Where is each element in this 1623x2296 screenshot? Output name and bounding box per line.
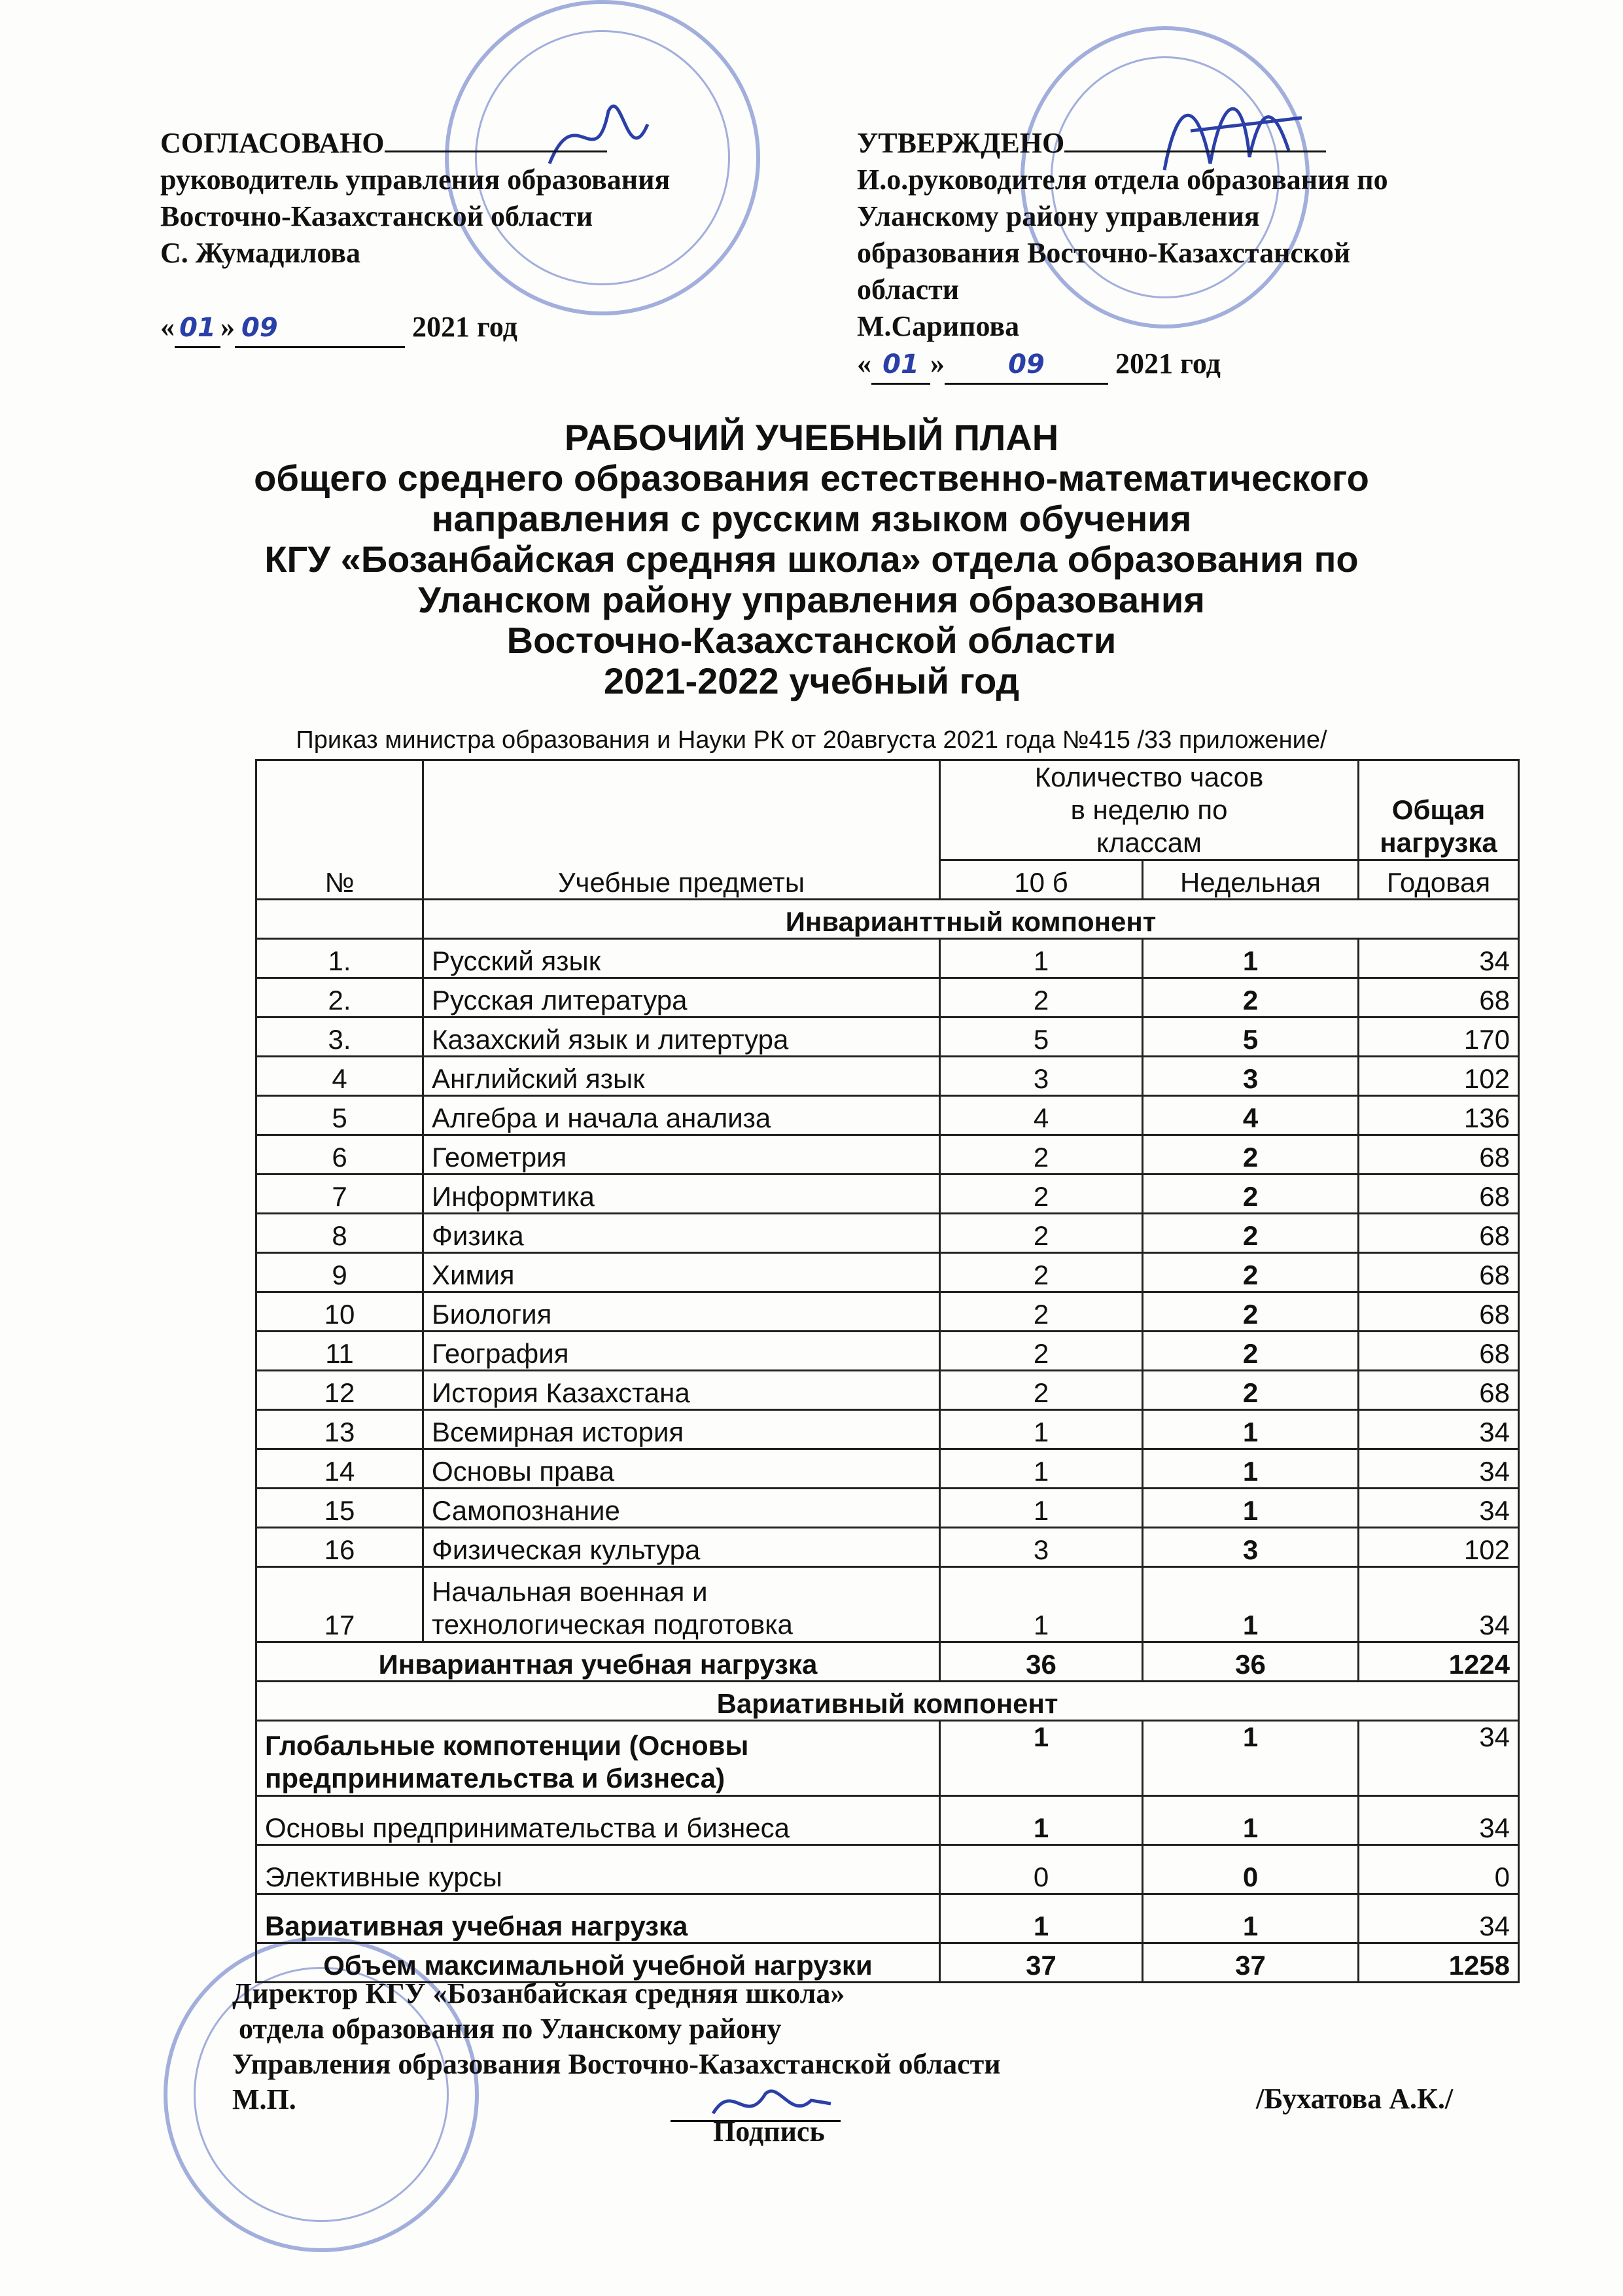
row-number: 7 (256, 1174, 423, 1214)
approval-right-line: М.Сарипова (857, 310, 1020, 342)
header-total: Общая нагрузка (1359, 760, 1519, 860)
table-row (256, 1017, 1519, 1057)
title-line: 2021-2022 учебный год (603, 660, 1020, 701)
header-weekly: Недельная (1143, 860, 1359, 900)
approval-left (160, 124, 782, 272)
title-line: РАБОЧИЙ УЧЕБНЫЙ ПЛАН (564, 417, 1059, 458)
approval-right-line: области (857, 274, 960, 306)
class-hours-cell: 2 (940, 1371, 1143, 1410)
subject-cell: География (423, 1332, 940, 1371)
approval-right-year: 2021 год (1115, 347, 1221, 380)
approval-right-date: « 01 » 09 2021 год (857, 345, 1221, 385)
approval-right-month: 09 (945, 346, 1108, 385)
weekly-hours-cell: 2 (1143, 978, 1359, 1017)
row-number: 14 (256, 1449, 423, 1489)
subject-cell: Казахский язык и литертура (423, 1017, 940, 1057)
table-row (256, 939, 1519, 978)
approval-left-line: Восточно-Казахстанской области (160, 200, 593, 232)
weekly-hours-cell: 1 (1143, 1489, 1359, 1528)
curriculum-table (255, 759, 1520, 1983)
class-hours-cell: 2 (940, 1174, 1143, 1214)
subject-cell: Биология (423, 1292, 940, 1332)
header-class: 10 б (940, 860, 1143, 900)
approval-right-line: образования Восточно-Казахстанской (857, 237, 1351, 269)
subject-cell: История Казахстана (423, 1371, 940, 1410)
yearly-hours-cell: 68 (1359, 978, 1519, 1017)
header-yearly: Годовая (1359, 860, 1519, 900)
row-number: 13 (256, 1410, 423, 1449)
class-hours-cell: 2 (940, 1292, 1143, 1332)
table-row (256, 1174, 1519, 1214)
subject-cell: Физика (423, 1214, 940, 1253)
electives-row: Элективные курсы 0 0 0 (256, 1845, 1519, 1894)
approval-right-line: Уланскому району управления (857, 200, 1260, 232)
table-row (256, 1332, 1519, 1371)
yearly-hours-cell: 34 (1359, 1410, 1519, 1449)
footer-line: Управления образования Восточно-Казахстанской области (232, 2048, 1001, 2080)
table-row (256, 1096, 1519, 1135)
class-hours-cell: 2 (940, 1135, 1143, 1174)
weekly-hours-cell: 2 (1143, 1174, 1359, 1214)
class-hours-cell: 1 (940, 1410, 1143, 1449)
approval-left-month: 09 (235, 309, 405, 348)
yearly-hours-cell: 102 (1359, 1528, 1519, 1567)
subject-cell: Основы права (423, 1449, 940, 1489)
weekly-hours-cell: 2 (1143, 1292, 1359, 1332)
row-number: 9 (256, 1253, 423, 1292)
approval-left-date: « 01 » 09 2021 год (160, 309, 517, 348)
weekly-hours-cell: 2 (1143, 1135, 1359, 1174)
yearly-hours-cell: 68 (1359, 1253, 1519, 1292)
weekly-hours-cell: 1 (1143, 1449, 1359, 1489)
yearly-hours-cell: 68 (1359, 1292, 1519, 1332)
class-hours-cell: 1 (940, 939, 1143, 978)
row-number: 3. (256, 1017, 423, 1057)
subject-cell: Русская литература (423, 978, 940, 1017)
row-number: 8 (256, 1214, 423, 1253)
weekly-hours-cell: 2 (1143, 1214, 1359, 1253)
subject-rows (256, 939, 1519, 1567)
subject-cell: Геометрия (423, 1135, 940, 1174)
approval-right (857, 124, 1524, 345)
table-row (256, 1057, 1519, 1096)
subject-cell: Русский язык (423, 939, 940, 978)
table-row (256, 1528, 1519, 1567)
max-total-row: Объем максимальной учебной нагрузки 37 37 1258 (256, 1943, 1519, 1983)
yearly-hours-cell: 68 (1359, 1214, 1519, 1253)
class-hours-cell: 5 (940, 1017, 1143, 1057)
row-number: 6 (256, 1135, 423, 1174)
weekly-hours-cell: 3 (1143, 1528, 1359, 1567)
table-row (256, 1292, 1519, 1332)
global-competences-row: Глобальные компотенции (Основы предпринимательства и бизнеса) 1 1 34 (256, 1721, 1519, 1796)
weekly-hours-cell: 4 (1143, 1096, 1359, 1135)
table-row (256, 1410, 1519, 1449)
footer-line: отдела образования по Уланскому району (239, 2013, 782, 2045)
title-line: Уланском району управления образования (418, 579, 1205, 620)
yearly-hours-cell: 170 (1359, 1017, 1519, 1057)
table-row (256, 1214, 1519, 1253)
approval-left-line: руководитель управления образования (160, 164, 671, 196)
row-number: 15 (256, 1489, 423, 1528)
class-hours-cell: 2 (940, 1214, 1143, 1253)
section-variative: Вариативный компонент (256, 1682, 1519, 1721)
row-number: 12 (256, 1371, 423, 1410)
approval-left-heading: СОГЛАСОВАНО (160, 127, 385, 159)
yearly-hours-cell: 102 (1359, 1057, 1519, 1096)
yearly-hours-cell: 68 (1359, 1371, 1519, 1410)
footer-line: Директор КГУ «Бозанбайская средняя школа» (232, 1977, 845, 2009)
footer-line: М.П. (232, 2083, 296, 2115)
class-hours-cell: 3 (940, 1057, 1143, 1096)
weekly-hours-cell: 3 (1143, 1057, 1359, 1096)
class-hours-cell: 2 (940, 1332, 1143, 1371)
subject-cell: Физическая культура (423, 1528, 940, 1567)
table-row (256, 1449, 1519, 1489)
subject-cell: Всемирная история (423, 1410, 940, 1449)
table-row: 17 Начальная военная и технологическая подготовка 1 1 34 (256, 1567, 1519, 1642)
title-line: КГУ «Бозанбайская средняя школа» отдела образования по (264, 539, 1359, 580)
order-reference: Приказ министра образования и Науки РК от 20августа 2021 года №415 /33 приложение/ (296, 726, 1327, 754)
approval-left-day: 01 (175, 309, 220, 348)
table-row (256, 1253, 1519, 1292)
yearly-hours-cell: 136 (1359, 1096, 1519, 1135)
table-row (256, 1135, 1519, 1174)
weekly-hours-cell: 2 (1143, 1371, 1359, 1410)
approval-right-heading: УТВЕРЖДЕНО (857, 127, 1065, 159)
yearly-hours-cell: 34 (1359, 939, 1519, 978)
approval-right-day: 01 (871, 346, 930, 385)
class-hours-cell: 2 (940, 978, 1143, 1017)
subject-cell: Информтика (423, 1174, 940, 1214)
yearly-hours-cell: 34 (1359, 1449, 1519, 1489)
approval-right-line: И.о.руководителя отдела образования по (857, 164, 1388, 196)
title-line: Восточно-Казахстанской области (506, 620, 1117, 661)
class-hours-cell: 4 (940, 1096, 1143, 1135)
row-number: 4 (256, 1057, 423, 1096)
table-row (256, 1371, 1519, 1410)
class-hours-cell: 1 (940, 1489, 1143, 1528)
subject-cell: Самопознание (423, 1489, 940, 1528)
weekly-hours-cell: 1 (1143, 1410, 1359, 1449)
weekly-hours-cell: 5 (1143, 1017, 1359, 1057)
document-title (0, 417, 1623, 701)
class-hours-cell: 3 (940, 1528, 1143, 1567)
subject-cell: Алгебра и начала анализа (423, 1096, 940, 1135)
table-row (256, 978, 1519, 1017)
class-hours-cell: 1 (940, 1449, 1143, 1489)
header-hours: Количество часов в неделю по классам (940, 760, 1359, 860)
variative-total-row: Вариативная учебная нагрузка 1 1 34 (256, 1894, 1519, 1943)
weekly-hours-cell: 2 (1143, 1332, 1359, 1371)
title-line: общего среднего образования естественно-математического (254, 457, 1369, 499)
yearly-hours-cell: 68 (1359, 1135, 1519, 1174)
header-num: № (256, 760, 423, 900)
yearly-hours-cell: 34 (1359, 1489, 1519, 1528)
director-name: /Бухатова А.К./ (1256, 2083, 1454, 2115)
approval-left-line: С. Жумадилова (160, 237, 360, 269)
signature-label: Подпись (713, 2115, 825, 2147)
yearly-hours-cell: 68 (1359, 1174, 1519, 1214)
row-number: 2. (256, 978, 423, 1017)
section-invariant: Инварианттный компонент (423, 900, 1519, 939)
subject-cell: Начальная военная и технологическая подготовка (423, 1567, 940, 1642)
weekly-hours-cell: 1 (1143, 939, 1359, 978)
weekly-hours-cell: 2 (1143, 1253, 1359, 1292)
subject-cell: Химия (423, 1253, 940, 1292)
yearly-hours-cell: 68 (1359, 1332, 1519, 1371)
approval-left-year: 2021 год (412, 311, 517, 343)
row-number: 1. (256, 939, 423, 978)
row-number: 5 (256, 1096, 423, 1135)
invariant-total-row: Инвариантная учебная нагрузка 36 36 1224 (256, 1642, 1519, 1682)
basics-row: Основы предпринимательства и бизнеса 1 1 34 (256, 1796, 1519, 1845)
class-hours-cell: 2 (940, 1253, 1143, 1292)
title-line: направления с русским языком обучения (431, 498, 1192, 539)
subject-cell: Английский язык (423, 1057, 940, 1096)
table-row (256, 1489, 1519, 1528)
row-number: 10 (256, 1292, 423, 1332)
row-number: 16 (256, 1528, 423, 1567)
row-number: 11 (256, 1332, 423, 1371)
header-subjects: Учебные предметы (423, 760, 940, 900)
